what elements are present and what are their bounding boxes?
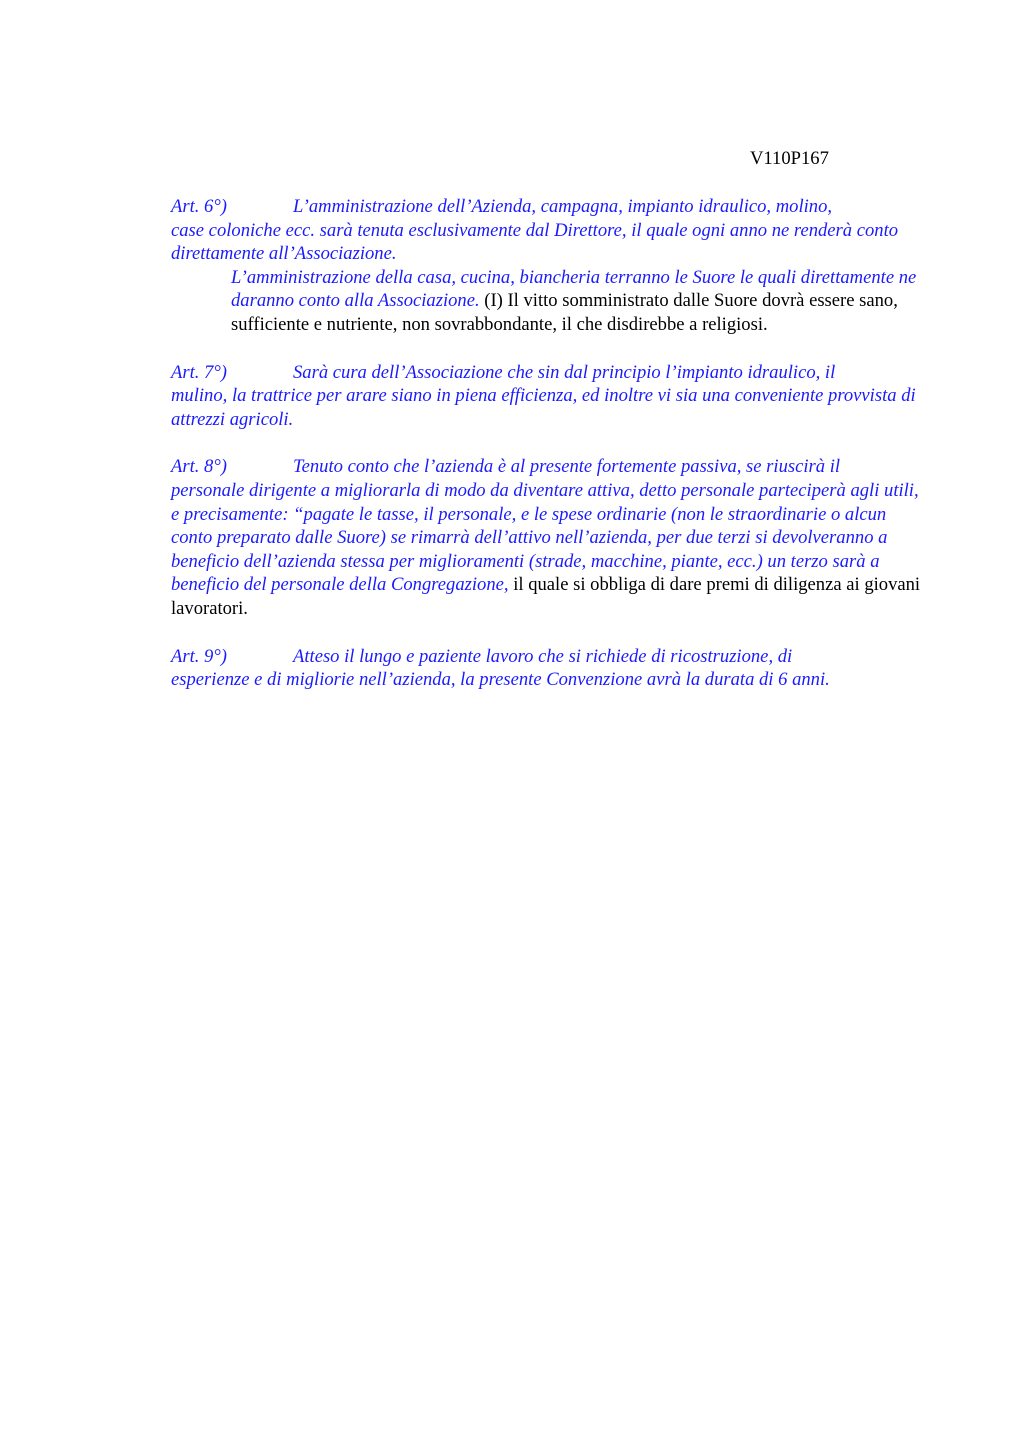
article-6-first-line: [171, 195, 931, 219]
article-6: [171, 195, 931, 337]
article-9-first-line: [171, 645, 931, 669]
article-9-text: [171, 645, 931, 692]
article-8-first-line-text: Tenuto conto che l’azienda è al presente fortemente passiva, se riuscirà il: [293, 456, 841, 478]
article-8: [171, 455, 931, 620]
article-7: [171, 361, 931, 432]
article-7-number: Art. 7°): [171, 361, 227, 383]
article-6-paragraph-2: [171, 266, 931, 337]
article-7-first-line-text: Sarà cura dell’Associazione che sin dal principio l’impianto idraulico, il: [293, 361, 836, 383]
article-8-continuation: personale dirigente a migliorarla di modo da diventare attiva, detto personale parteciperà agli utili, e precisamente: “pagate le tasse, il personale, e le spese ordinarie (non le straordinarie o alcun conto preparato dalle Suore) se rimarrà dell’attivo nell’azienda, per due terzi si devolveranno a beneficio dell’azienda stessa per miglioramenti (strade, macchine, piante, ecc.) un terzo sarà a beneficio del personale della Congregazione,: [171, 479, 919, 596]
article-9-number: Art. 9°): [171, 645, 227, 667]
article-9: [171, 645, 931, 692]
article-9-continuation: esperienze e di migliorie nell’azienda, la presente Convenzione avrà la durata di 6 anni.: [171, 669, 830, 691]
article-7-continuation: mulino, la trattrice per arare siano in piena efficienza, ed inoltre vi sia una conveniente provvista di attrezzi agricoli.: [171, 385, 916, 430]
article-9-first-line-text: Atteso il lungo e paziente lavoro che si richiede di ricostruzione, di: [293, 645, 793, 667]
article-8-first-line: [171, 455, 931, 479]
page-id: V110P167: [750, 148, 829, 169]
article-6-paragraph-2-black: (I) Il vitto somministrato dalle Suore dovrà essere sano, sufficiente e nutriente, non sovrabbondante, il che disdirebbe a religiosi.: [231, 290, 898, 335]
article-6-number: Art. 6°): [171, 196, 227, 217]
article-7-first-line: [171, 361, 931, 385]
document-body: [171, 195, 931, 716]
article-8-black-tail: il quale si obbliga di dare premi di diligenza ai giovani lavoratori.: [171, 574, 921, 619]
article-6-continuation: case coloniche ecc. sarà tenuta esclusivamente dal Direttore, il quale ogni anno ne renderà conto direttamente all’Associazione.: [171, 219, 899, 265]
article-8-text: [171, 455, 931, 620]
article-6-first-line-text: L’amministrazione dell’Azienda, campagna, impianto idraulico, molino,: [293, 196, 833, 217]
article-8-number: Art. 8°): [171, 456, 227, 478]
article-6-text: [171, 195, 931, 266]
article-6-paragraph-2-blue: L’amministrazione della casa, cucina, biancheria terranno le Suore le quali direttamente ne daranno conto alla Associazione.: [231, 266, 917, 312]
article-7-text: [171, 361, 931, 432]
